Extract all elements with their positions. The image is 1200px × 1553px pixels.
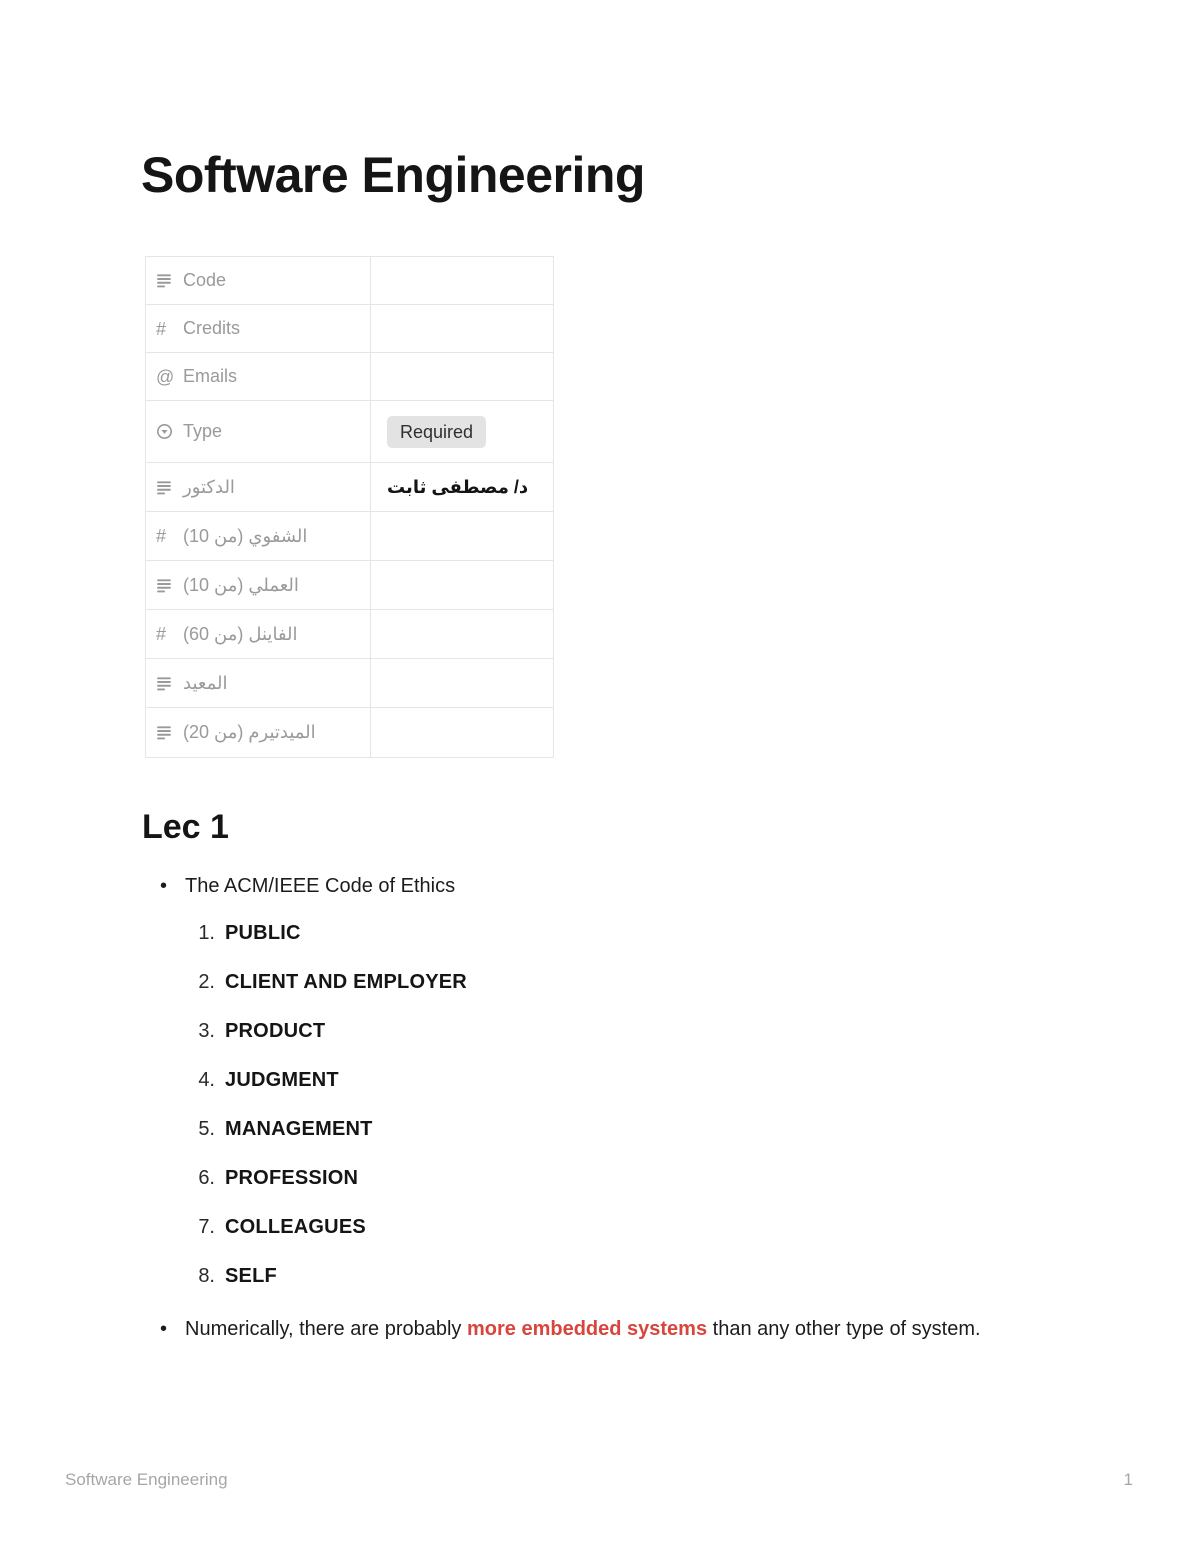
property-label: الدكتور	[183, 476, 235, 497]
list-item-number: 4.	[198, 1069, 215, 1091]
bullet-item-embedded	[142, 1310, 1058, 1348]
footer-document-name: Software Engineering	[65, 1470, 228, 1489]
bullet-icon: •	[160, 875, 168, 897]
property-label: الفاينل (من 60)	[183, 623, 298, 644]
ethics-list-item	[142, 1212, 1058, 1242]
text-icon	[156, 724, 175, 742]
property-row-emails	[146, 353, 553, 401]
property-row-practical-grade	[146, 561, 553, 610]
list-item-number: 1.	[198, 922, 215, 944]
property-value	[371, 610, 553, 658]
list-item-text: PUBLIC	[225, 922, 301, 944]
number-icon: #	[156, 624, 167, 644]
property-value	[371, 561, 553, 609]
select-icon	[156, 423, 175, 441]
list-item-text: CLIENT AND EMPLOYER	[225, 971, 467, 993]
email-icon: @	[156, 366, 175, 387]
property-value	[371, 659, 553, 707]
text-icon	[156, 478, 175, 496]
list-item-text: COLLEAGUES	[225, 1216, 366, 1238]
property-value	[371, 708, 553, 757]
note-prefix: Numerically, there are probably	[185, 1318, 467, 1340]
property-row-type	[146, 401, 553, 463]
property-row-final-grade	[146, 610, 553, 659]
list-item-number: 3.	[198, 1020, 215, 1042]
bullet-text: The ACM/IEEE Code of Ethics	[185, 875, 456, 897]
property-value	[371, 512, 553, 560]
list-item-number: 5.	[198, 1118, 215, 1140]
embedded-note-text	[185, 1310, 985, 1348]
property-value	[371, 353, 553, 400]
list-item-text: PRODUCT	[225, 1020, 326, 1042]
text-icon	[156, 272, 175, 290]
section-heading: Lec 1	[142, 808, 229, 846]
page-footer	[65, 1470, 1133, 1490]
list-item-text: JUDGMENT	[225, 1069, 339, 1091]
text-icon	[156, 674, 175, 692]
property-row-credits	[146, 305, 553, 353]
property-label: المعيد	[183, 672, 228, 693]
ethics-list-item	[142, 1065, 1058, 1095]
property-row-doctor	[146, 463, 553, 512]
page-title: Software Engineering	[141, 147, 645, 203]
list-item-text: MANAGEMENT	[225, 1118, 373, 1140]
property-value-text: د/ مصطفى ثابت	[387, 476, 529, 497]
note-suffix: than any other type of system.	[707, 1318, 981, 1340]
property-label: Type	[183, 421, 223, 441]
number-icon: #	[156, 526, 167, 546]
ethics-list-item	[142, 1114, 1058, 1144]
note-highlight-red: more embedded systems	[466, 1318, 708, 1340]
property-label: الشفوي (من 10)	[183, 525, 308, 546]
list-item-number: 2.	[198, 971, 215, 993]
ethics-list-item	[142, 1163, 1058, 1193]
property-value	[371, 305, 553, 352]
ethics-list-item	[142, 1261, 1058, 1291]
list-item-text: SELF	[225, 1265, 277, 1287]
number-icon: #	[156, 318, 167, 339]
ethics-ordered-list	[142, 918, 1058, 1291]
property-label: Code	[183, 270, 227, 290]
property-value	[371, 257, 553, 304]
property-value	[371, 463, 553, 511]
property-label: الميدتيرم (من 20)	[183, 722, 316, 742]
list-item-number: 7.	[198, 1216, 215, 1238]
list-item-text: PROFESSION	[225, 1167, 359, 1189]
text-icon	[156, 576, 175, 594]
property-label: العملي (من 10)	[183, 574, 299, 595]
bullet-icon: •	[160, 1318, 168, 1340]
ethics-list-item	[142, 918, 1058, 948]
properties-table	[145, 256, 554, 758]
bullet-item-ethics	[142, 871, 1058, 901]
property-row-teaching-assistant	[146, 659, 553, 708]
property-row-midterm-grade	[146, 708, 553, 757]
property-label: Credits	[183, 318, 241, 338]
footer-page-number: 1	[1123, 1470, 1133, 1489]
lecture-section	[142, 804, 1058, 1348]
property-row-oral-grade	[146, 512, 553, 561]
ethics-list-item	[142, 1016, 1058, 1046]
status-tag: Required	[387, 416, 486, 448]
property-label: Emails	[183, 366, 238, 386]
ethics-list-item	[142, 967, 1058, 997]
list-item-number: 6.	[198, 1167, 215, 1189]
property-value	[371, 401, 553, 462]
property-row-code	[146, 257, 553, 305]
list-item-number: 8.	[198, 1265, 215, 1287]
